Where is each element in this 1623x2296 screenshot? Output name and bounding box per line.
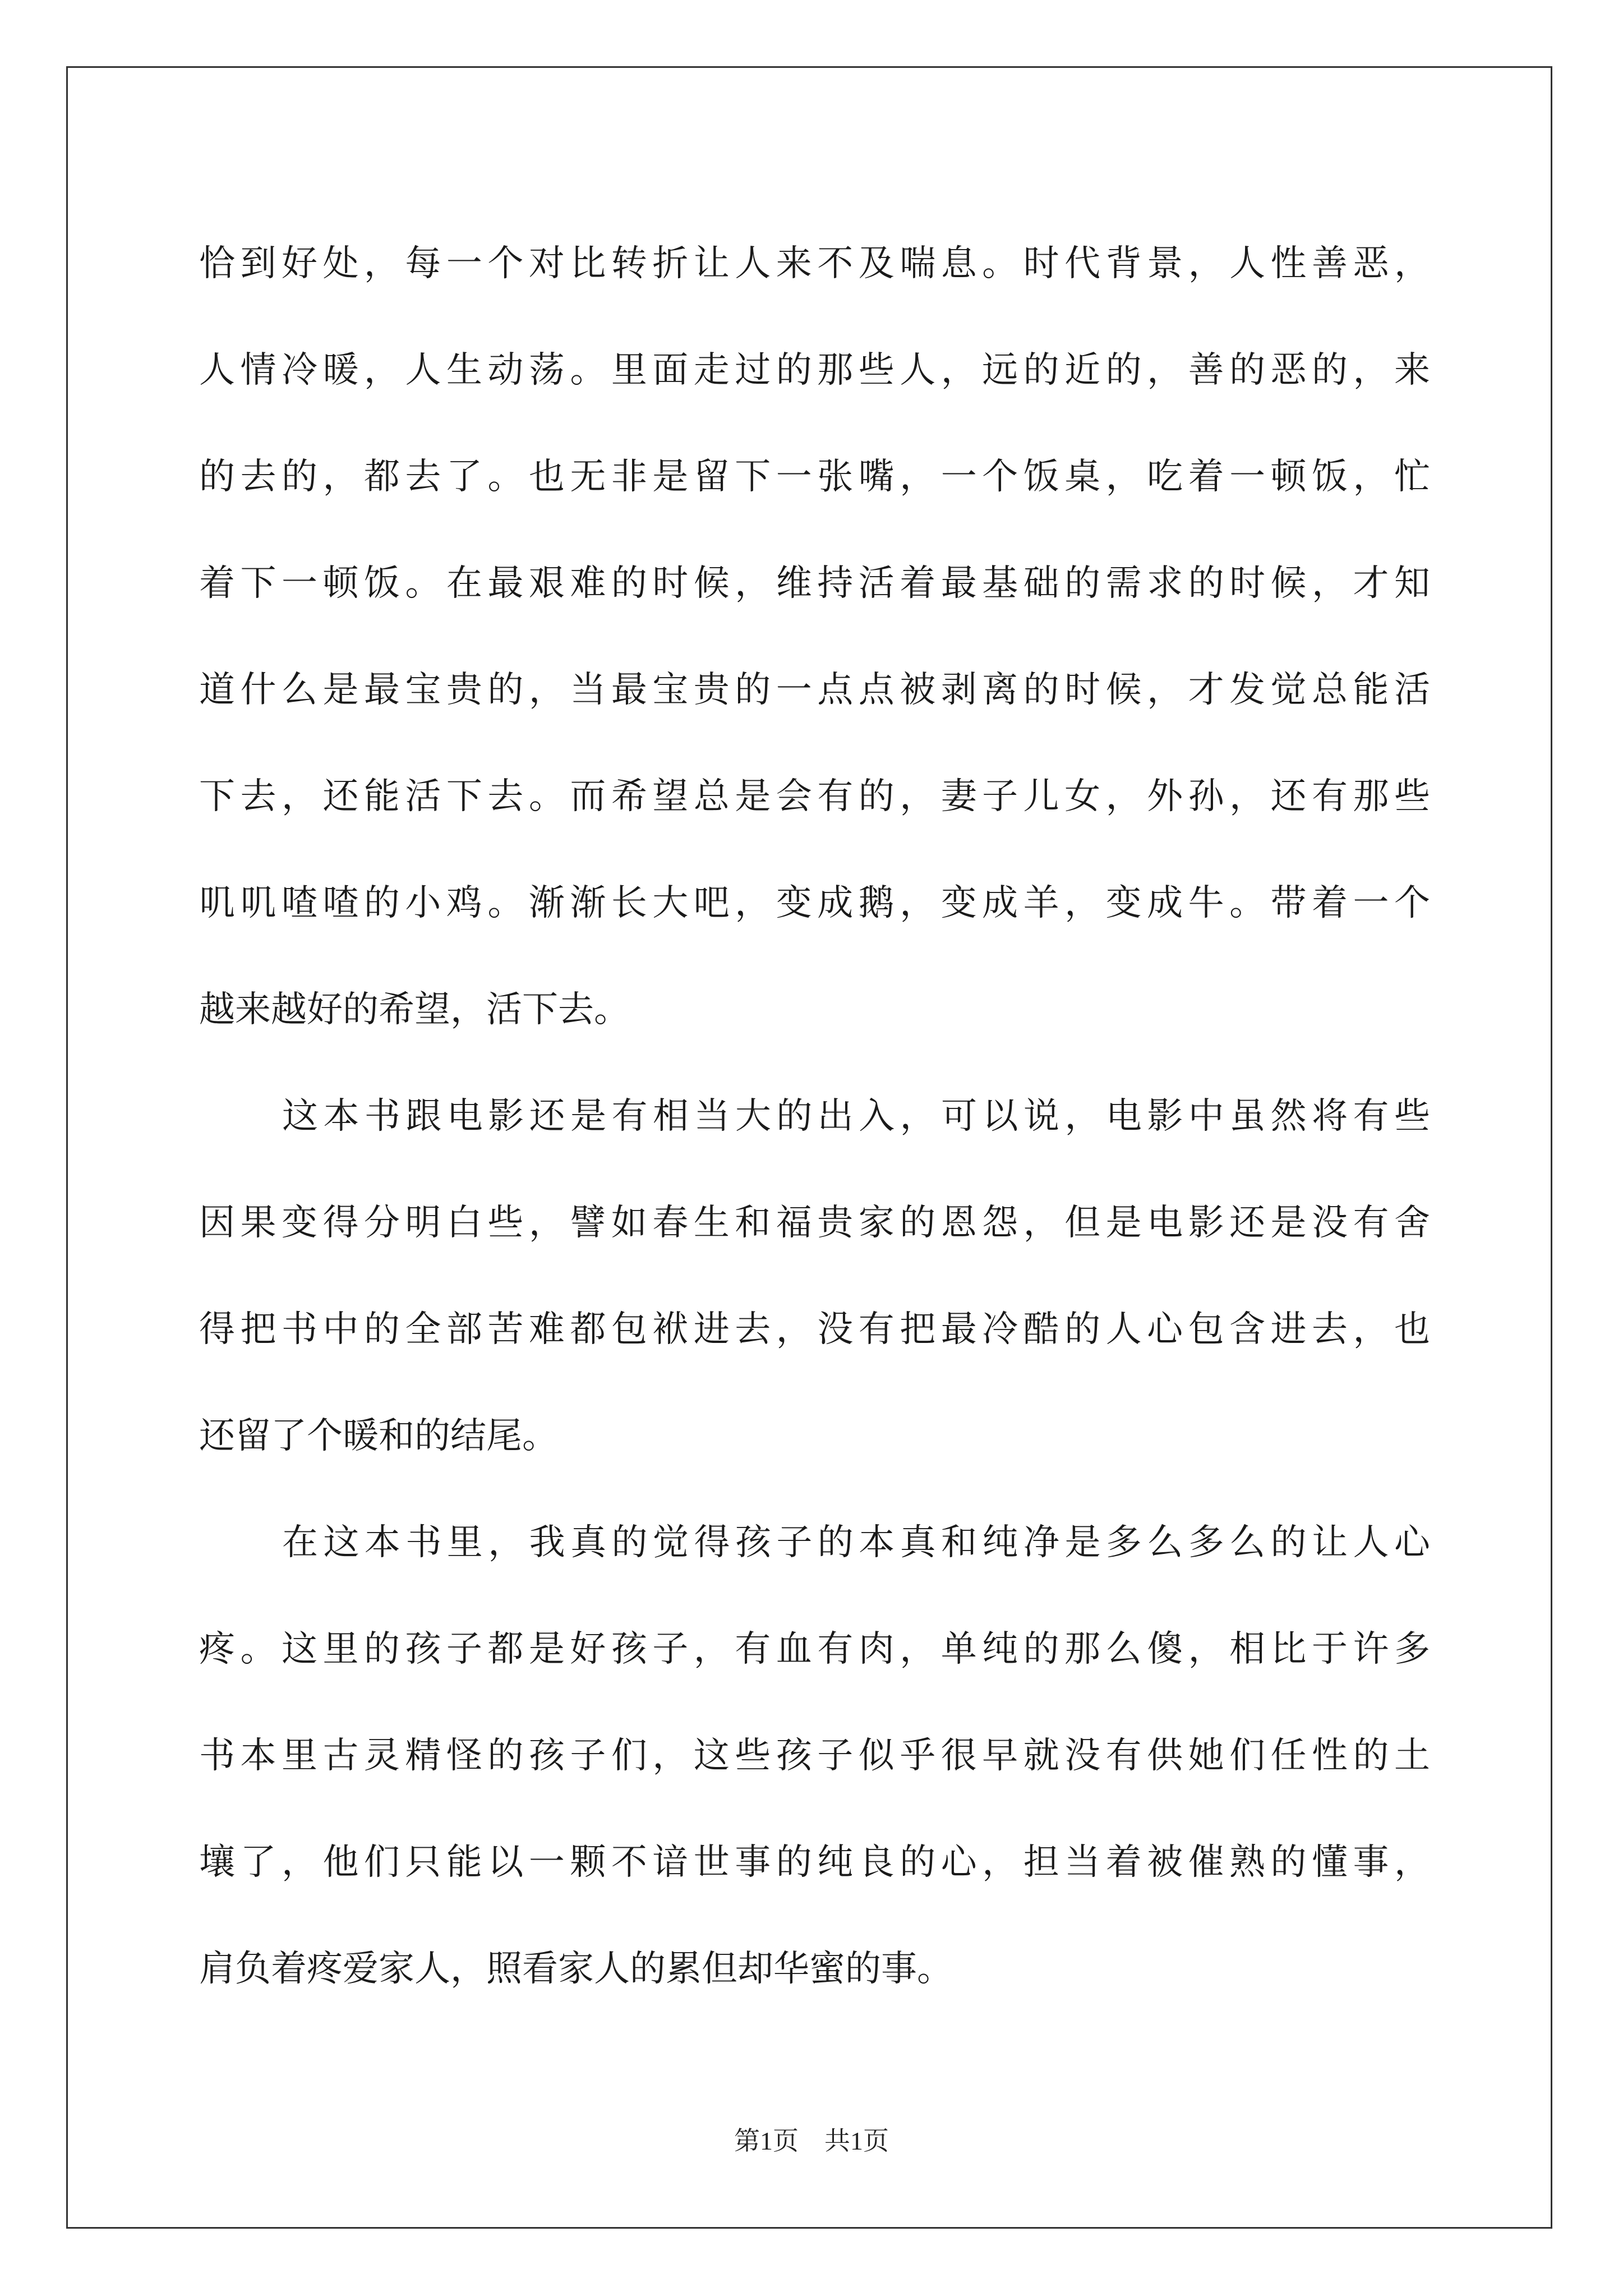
document-body	[199, 210, 1430, 2022]
text-line: 壤了，他们只能以一颗不谙世事的纯良的心，担当着被催熟的懂事，	[199, 1842, 1430, 1883]
text-line: 疼。这里的孩子都是好孩子，有血有肉，单纯的那么傻，相比于许多	[199, 1628, 1430, 1670]
text-line: 肩负着疼爱家人，照看家人的累但却华蜜的事。	[199, 1948, 953, 1990]
page-footer: 第1页 共1页	[734, 2127, 889, 2155]
text-line: 道什么是最宝贵的，当最宝贵的一点点被剥离的时候，才发觉总能活	[199, 669, 1430, 711]
paragraph-first-line: 在这本书里，我真的觉得孩子的本真和纯净是多么多么的让人心	[282, 1522, 1430, 1563]
paragraph-first-line: 这本书跟电影还是有相当大的出入，可以说，电影中虽然将有些	[282, 1096, 1430, 1137]
text-line: 恰到好处，每一个对比转折让人来不及喘息。时代背景，人性善恶，	[199, 243, 1430, 284]
text-line: 的去的，都去了。也无非是留下一张嘴，一个饭桌，吃着一顿饭，忙	[199, 456, 1430, 498]
text-line: 得把书中的全部苦难都包袱进去，没有把最冷酷的人心包含进去，也	[199, 1309, 1430, 1350]
text-line: 下去，还能活下去。而希望总是会有的，妻子儿女，外孙，还有那些	[199, 776, 1430, 817]
text-line: 因果变得分明白些，譬如春生和福贵家的恩怨，但是电影还是没有舍	[199, 1202, 1430, 1244]
text-line: 还留了个暖和的结尾。	[199, 1415, 558, 1457]
text-line: 越来越好的希望，活下去。	[199, 989, 630, 1030]
text-line: 书本里古灵精怪的孩子们，这些孩子似乎很早就没有供她们任性的土	[199, 1735, 1430, 1777]
text-line: 着下一顿饭。在最艰难的时候，维持活着最基础的需求的时候，才知	[199, 563, 1430, 604]
text-line: 叽叽喳喳的小鸡。渐渐长大吧，变成鹅，变成羊，变成牛。带着一个	[199, 882, 1430, 924]
text-line: 人情冷暖，人生动荡。里面走过的那些人，远的近的，善的恶的，来	[199, 349, 1430, 391]
